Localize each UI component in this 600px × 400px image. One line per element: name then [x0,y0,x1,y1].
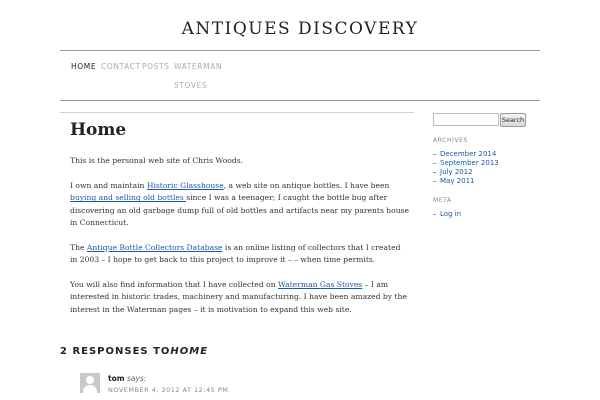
archive-link-may-2011[interactable]: May 2011 [440,177,475,185]
archive-item [433,159,499,168]
intro-text: This is the personal web site of Chris Woods. [70,156,244,165]
page-title: Home [70,120,127,140]
archive-item [433,168,499,177]
nav-item-contact[interactable]: CONTACT [101,62,141,71]
avatar-body-shape [83,385,97,393]
bottle-collectors-database-link[interactable]: Antique Bottle Collectors Database [86,242,223,252]
database-paragraph [70,242,410,267]
paragraph-text: is an online listing of collectors that I created in 2003 – I hope to get back to this project to improve it – – when time permits. [70,242,401,265]
archive-link-december-2014[interactable]: December 2014 [440,150,497,158]
site-title[interactable]: ANTIQUES DISCOVERY [181,19,419,39]
intro-paragraph [70,155,410,167]
meta-item [433,210,461,219]
glasshouse-paragraph [70,180,410,230]
paragraph-text: since I was a teenager; I caught the bottle bug after discovering an old garbage dump full of old bottles and artifacts near my parents house in Connecticut. [70,193,409,228]
archive-link-july-2012[interactable]: July 2012 [440,168,473,176]
archive-item [433,177,499,186]
archive-item [433,150,499,159]
header-top-rule [60,50,540,51]
header-bottom-rule [60,100,540,101]
comment-says: says: [126,374,147,383]
avatar [80,373,100,393]
paragraph-text: You will also find information that I have collected on [70,280,279,290]
buying-selling-bottles-link[interactable]: buying and selling old bottles [70,193,187,203]
waterman-gas-stoves-link[interactable]: Waterman Gas Stoves [278,280,363,290]
content-divider [60,112,414,113]
historic-glasshouse-link[interactable]: Historic Glasshouse [146,180,224,190]
meta-list [433,210,461,219]
responses-post-title: HOME [170,346,209,357]
comment-date-link[interactable]: NOVEMBER 4, 2012 AT 12:45 PM [108,386,229,394]
archives-list [433,150,499,186]
archives-heading: ARCHIVES [433,137,468,144]
responses-prefix: 2 RESPONSES TO [60,346,171,357]
paragraph-text: The [70,242,87,252]
avatar-head-shape [86,376,94,384]
comment-author-name: tom [108,374,125,383]
log-in-link[interactable]: Log in [440,210,462,218]
search-input[interactable] [433,113,499,126]
paragraph-text: I own and maintain [70,180,147,190]
paragraph-text: , a web site on antique bottles. I have been [223,180,390,190]
waterman-paragraph [70,279,410,316]
nav-item-home[interactable]: HOME [71,62,97,71]
search-button[interactable]: Search [500,113,526,127]
paragraph-text: – I am interested in historic trades, machinery and manufacturing. I have been amazed by the interest in the Waterman pages – it is motivation to expand this web site. [70,280,407,314]
main-nav [60,58,540,98]
nav-item-stoves[interactable]: STOVES [174,81,208,90]
nav-item-waterman[interactable]: WATERMAN [174,62,223,71]
archive-link-september-2013[interactable]: September 2013 [440,159,499,167]
meta-heading: META [433,197,452,204]
nav-item-posts[interactable]: POSTS [142,62,170,71]
responses-heading [60,346,208,357]
page-content [70,155,410,329]
comment-author [108,374,146,383]
